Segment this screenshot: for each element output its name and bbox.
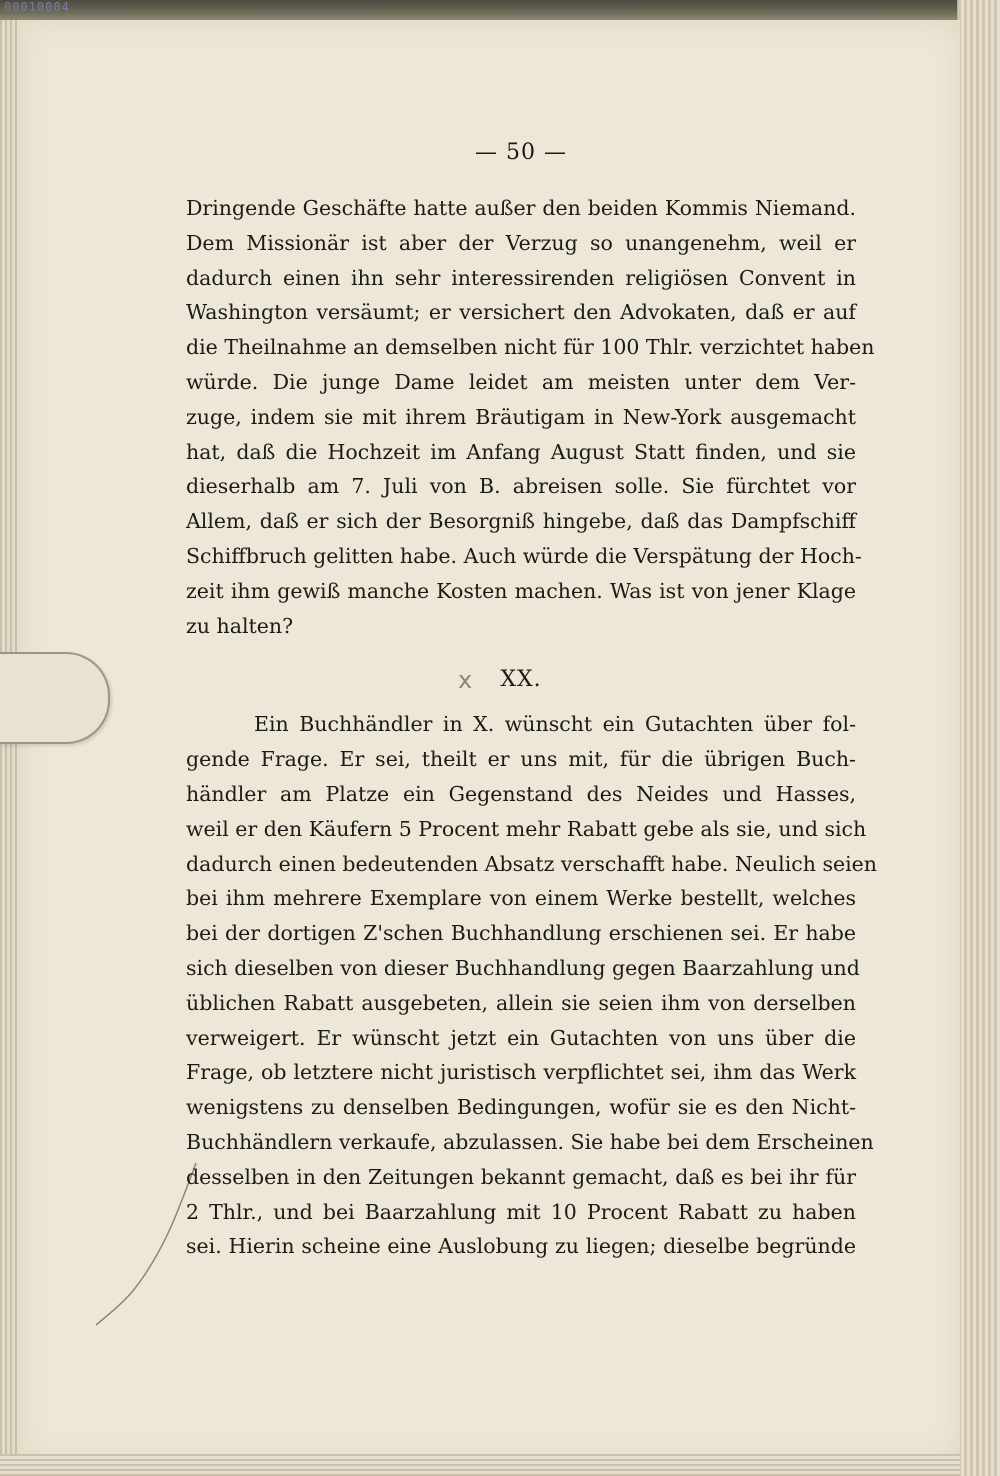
page-number: — 50 — (475, 140, 567, 165)
text-line: Dem Missionär ist aber der Verzug so unangenehm, weil er (186, 230, 856, 255)
text-line: verweigert. Er wünscht jetzt ein Gutachten von uns über die (186, 1025, 856, 1050)
text-line: üblichen Rabatt ausgebeten, allein sie seien ihm von derselben (186, 990, 856, 1015)
section-heading: XX. (500, 667, 542, 693)
text-line: bei ihm mehrere Exemplare von einem Werke bestellt, welches (186, 886, 856, 911)
bottom-page-edges (0, 1454, 960, 1476)
text-line: desselben in den Zeitungen bekannt gemacht, daß es bei ihr für (186, 1164, 856, 1189)
text-line: sei. Hierin scheine eine Auslobung zu liegen; dieselbe begründe (186, 1234, 856, 1259)
text-line: die Theilnahme an demselben nicht für 100 Thlr. verzichtet haben (186, 335, 875, 360)
text-line: zuge, indem sie mit ihrem Bräutigam in New-York ausgemacht (186, 404, 856, 429)
text-line: Dringende Geschäfte hatte außer den beiden Kommis Niemand. (186, 196, 856, 220)
text-line: Frage, ob letztere nicht juristisch verpflichtet sei, ihm das Werk (186, 1060, 856, 1085)
text-line: händler am Platze ein Gegenstand des Neides und Hasses, (186, 781, 856, 806)
book-binding-edge (0, 0, 1000, 20)
text-line: dadurch einen ihn sehr interessirenden religiösen Convent in (186, 265, 856, 290)
text-line: Ein Buchhändler in X. wünscht ein Gutachten über fol- (254, 712, 856, 737)
text-line: hat, daß die Hochzeit im Anfang August Statt finden, und sie (186, 439, 856, 464)
text-line: wenigstens zu denselben Bedingungen, wofür sie es den Nicht- (186, 1095, 856, 1120)
pencil-mark: x (458, 666, 473, 694)
text-line: dadurch einen bedeutenden Absatz verschafft habe. Neulich seien (186, 851, 877, 876)
paragraph-case-xix-end (186, 191, 875, 643)
text-line: zeit ihm gewiß manche Kosten machen. Was ist von jener Klage (186, 578, 856, 603)
text-line: Washington versäumt; er versichert den Advokaten, daß er auf (186, 300, 856, 325)
text-line: Buchhändlern verkaufe, abzulassen. Sie habe bei dem Erscheinen (186, 1129, 874, 1154)
left-page-edges (0, 20, 22, 1476)
right-page-edges (957, 0, 1000, 1476)
text-line: zu halten? (186, 613, 294, 638)
text-line: Allem, daß er sich der Besorgniß hingebe, daß das Dampfschiff (186, 509, 856, 534)
text-line: 2 Thlr., und bei Baarzahlung mit 10 Procent Rabatt zu haben (186, 1199, 856, 1224)
text-line: bei der dortigen Z'schen Buchhandlung erschienen sei. Er habe (186, 921, 856, 946)
bookmark-ribbon (0, 652, 110, 744)
text-line: würde. Die junge Dame leidet am meisten unter dem Ver- (186, 369, 856, 394)
text-line: gende Frage. Er sei, theilt er uns mit, für die übrigen Buch- (186, 747, 856, 772)
text-line: dieserhalb am 7. Juli von B. abreisen solle. Sie fürchtet vor (186, 474, 856, 499)
text-line: Schiffbruch gelitten habe. Auch würde die Verspätung der Hoch- (186, 543, 862, 568)
scan-id-label: 00010004 (4, 0, 70, 14)
paragraph-case-xx (186, 707, 877, 1264)
page-text (186, 140, 877, 1264)
text-line: sich dieselben von dieser Buchhandlung gegen Baarzahlung und (186, 955, 860, 980)
text-line: weil er den Käufern 5 Procent mehr Rabatt gebe als sie, und sich (186, 816, 867, 841)
